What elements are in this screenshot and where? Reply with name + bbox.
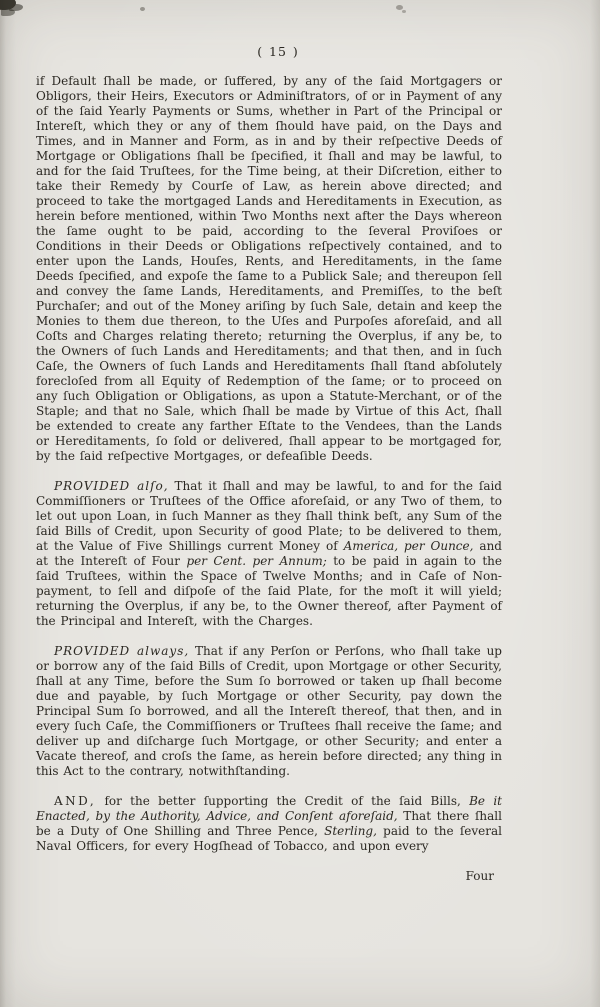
provided-also-text-1: That it ſhall and may be lawful, to and for the ſaid Commiſſioners or Truſtees of the Office aforeſaid, or any Two of them, to let out upon Loan, in ſuch Manner as they ſhall think beſt, any Sum of the ſaid Bills of Credit, upon Security of good Plate; to be delivered to them, at the Value of Five Shillings current Money of [36,479,502,553]
sterling-italic: Sterling, [324,824,377,838]
and-enacted-text-1: for the better ſupporting the Credit of the ſaid Bills, [96,794,470,808]
provided-always-opener: PROVIDED always, [54,644,190,658]
catchword: Four [465,869,494,883]
provided-also-text-3: to be paid in again to the ſaid Truſtees, within the Space of Twelve Months; and in Caſe of Non-payment, to ſell and diſpoſe of the ſaid Plate, for the moſt it will yield; returning the Overplus, if any be, to the Owner thereof, after Payment of the Principal and Intereſt, with the Charges. [36,554,502,628]
paragraph-default-clause [36,74,502,464]
paragraph-default-clause-text: if Default ſhall be made, or ſuffered, by any of the ſaid Mortgagers or Obligors, their Heirs, Executors or Adminiſtrators, of or in Payment of any of the ſaid Yearly Payments or Sums, whether in Part of the Principal or Intereſt, which they or any of them ſhould have paid, on the Days and Times, and in Manner and Form, as in and by their reſpective Deeds of Mortgage or Obligations ſhall be ſpecified, it ſhall and may be lawful, to and for the ſaid Truſtees, for the Time being, at their Diſcretion, either to take their Remedy by Courſe of Law, as herein above directed; and proceed to take the mortgaged Lands and Hereditaments in Execution, as herein before mentioned, within Two Months next after the Days whereon the ſame ought to be paid, according to the ſeveral Proviſoes or Conditions in their Deeds or Obligations reſpectively contained, and to enter upon the Lands, Houſes, Rents, and Hereditaments, in the ſame Deeds ſpecified, and expoſe the ſame to a Publick Sale; and thereupon ſell and convey the ſame Lands, Hereditaments, and Premiſſes, to the beſt Purchaſer; and out of the Money ariſing by ſuch Sale, detain and keep the Monies to them due thereon, to the Uſes and Purpoſes aforeſaid, and all Coſts and Charges relating thereto; returning the Overplus, if any be, to the Owners of ſuch Lands and Hereditaments; and that then, and in ſuch Caſe, the Owners of ſuch Lands and Hereditaments ſhall ſtand abſolutely forecloſed from all Equity of Redemption of the ſame; or to proceed on any ſuch Obligation or Obligations, as upon a Statute-Merchant, or of the Staple; and that no Sale, which ſhall be made by Virtue of this Act, ſhall be extended to create any farther Eſtate to the Vendees, than the Lands or Hereditaments, ſo ſold or delivered, ſhall appear to be mortgaged for, by the ſaid reſpective Mortgages, or defeaſible Deeds. [36,74,502,463]
ink-speck [140,7,145,11]
america-per-ounce-italic: America, per Ounce, [343,539,474,553]
page-text-block [36,44,502,899]
per-cent-per-annum-italic: per Cent. per Annum; [186,554,327,568]
be-it-enacted-italic: Be it Enacted, by the Authority, Advice, and Conſent aforeſaid, [36,794,502,823]
paragraph-and-enacted [36,794,502,854]
provided-also-text-2: and at the Intereſt of Four [36,539,502,568]
and-enacted-text-3: paid to the ſeveral Naval Officers, for every Hogſhead of Tobacco, and upon every [36,824,502,853]
page-number: ( 15 ) [257,44,299,59]
and-enacted-text-2: That there ſhall be a Duty of One Shilling and Three Pence, [36,809,502,838]
and-opener: AND, [54,794,97,808]
ink-speck [402,10,406,13]
paragraph-provided-always [36,644,502,779]
provided-always-text: That if any Perſon or Perſons, who ſhall take up or borrow any of the ſaid Bills of Credit, upon Mortgage or other Security, ſhall at any Time, before the Sum ſo borrowed or taken up ſhall become due and payable, by ſuch Mortgage or other Security, pay down the Principal Sum ſo borrowed, and all the Intereſt thereof, that then, and in every ſuch Caſe, the Commiſſioners or Truſtees ſhall receive the ſame; and deliver up and diſcharge ſuch Mortgage, or other Security; and enter a Vacate thereof, and croſs the ſame, as herein before directed; any thing in this Act to the contrary, notwithſtanding. [36,644,502,778]
provided-also-opener: PROVIDED alſo, [54,479,169,493]
paragraph-provided-also [36,479,502,629]
